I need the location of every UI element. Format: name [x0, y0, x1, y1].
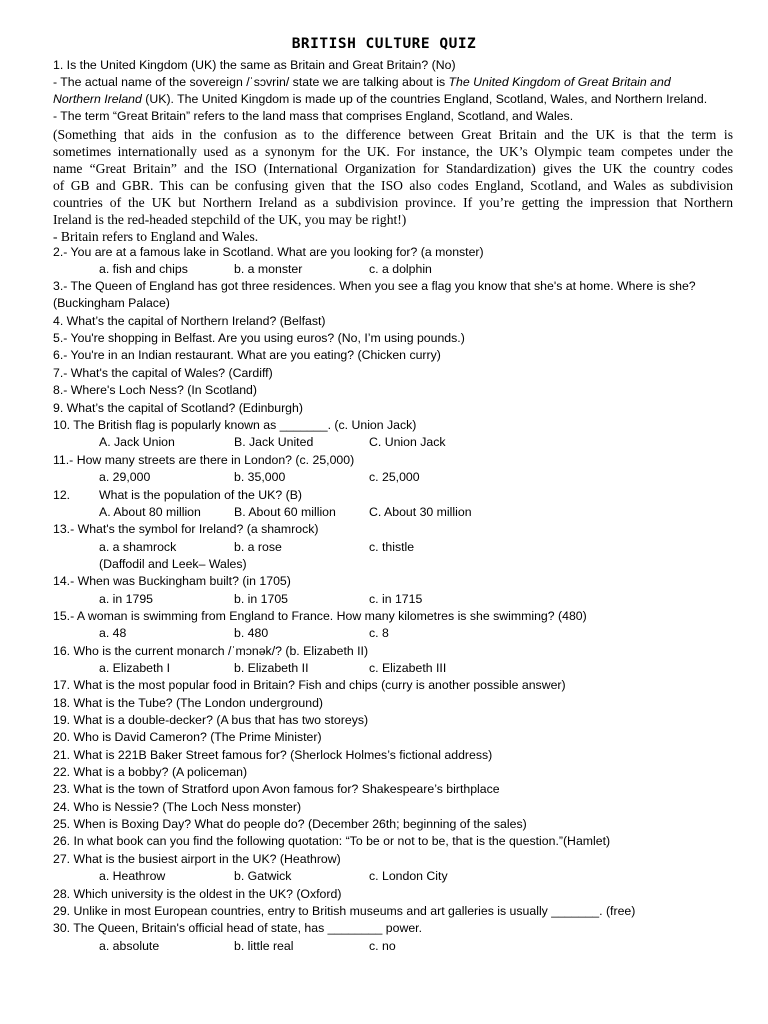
official-name-part-1: The United Kingdom of Great Britain and [448, 75, 671, 89]
q15-option-c: c. 8 [369, 626, 389, 640]
note-line-1: (Something that aids in the confusion as to the difference between Great Britain and the UK is that the term is [53, 127, 733, 142]
q12-option-b: B. About 60 million [234, 505, 336, 519]
q10-option-b: B. Jack United [234, 435, 314, 449]
q27-option-c: c. London City [369, 869, 448, 883]
q11-option-a: a. 29,000 [99, 470, 151, 484]
question-17: 17. What is the most popular food in Britain? Fish and chips (curry is another possible answer) [53, 678, 566, 692]
q13-note: (Daffodil and Leek– Wales) [99, 557, 247, 571]
q10-option-a: A. Jack Union [99, 435, 175, 449]
q27-option-b: b. Gatwick [234, 869, 292, 883]
question-3: 3.- The Queen of England has got three residences. When you see a flag you know that she's at home. Where is she? [53, 279, 696, 293]
q14-option-c: c. in 1715 [369, 592, 423, 606]
question-1: 1. Is the United Kingdom (UK) the same as Britain and Great Britain? (No) [53, 58, 456, 72]
question-22: 22. What is a bobby? (A policeman) [53, 765, 248, 779]
question-28: 28. Which university is the oldest in the UK? (Oxford) [53, 887, 342, 901]
question-12-number: 12. [53, 488, 71, 502]
q14-option-a: a. in 1795 [99, 592, 154, 606]
note-line-3: name “Great Britain” and the ISO (International Organization for Standardization) gives the UK the country codes [53, 161, 733, 176]
question-5: 5.- You're shopping in Belfast. Are you using euros? (No, I’m using pounds.) [53, 331, 465, 345]
note-line-7: - Britain refers to England and Wales. [53, 229, 259, 244]
q14-option-b: b. in 1705 [234, 592, 289, 606]
answer-1-text: - The actual name of the sovereign /ˈsɔvrin/ state we are talking about is [53, 75, 449, 89]
answer-1-line-3: - The term “Great Britain” refers to the land mass that comprises England, Scotland, and Wales. [53, 109, 574, 123]
question-29: 29. Unlike in most European countries, entry to British museums and art galleries is usually _______. (free) [53, 904, 636, 918]
q2-option-b: b. a monster [234, 262, 303, 276]
note-line-6: Ireland is the red-headed stepchild of the UK, you may be right!) [53, 212, 407, 227]
question-4: 4. What’s the capital of Northern Ireland? (Belfast) [53, 314, 326, 328]
q13-option-b: b. a rose [234, 540, 282, 554]
answer-1-text-2: (UK). The United Kingdom is made up of the countries England, Scotland, Wales, and Northern Ireland. [141, 92, 708, 106]
q13-option-c: c. thistle [369, 540, 415, 554]
question-25: 25. When is Boxing Day? What do people do? (December 26th; beginning of the sales) [53, 817, 527, 831]
question-18: 18. What is the Tube? (The London underground) [53, 696, 324, 710]
q12-option-c: C. About 30 million [369, 505, 472, 519]
question-10: 10. The British flag is popularly known as _______. (c. Union Jack) [53, 418, 417, 432]
question-12: What is the population of the UK? (B) [99, 488, 303, 502]
q16-option-c: c. Elizabeth III [369, 661, 447, 675]
question-23: 23. What is the town of Stratford upon Avon famous for? Shakespeare’s birthplace [53, 782, 500, 796]
page-title: BRITISH CULTURE QUIZ [291, 36, 477, 52]
q12-option-a: A. About 80 million [99, 505, 201, 519]
question-15: 15.- A woman is swimming from England to France. How many kilometres is she swimming? (480) [53, 609, 587, 623]
q15-option-a: a. 48 [99, 626, 127, 640]
question-27: 27. What is the busiest airport in the UK? (Heathrow) [53, 852, 341, 866]
q11-option-b: b. 35,000 [234, 470, 286, 484]
question-19: 19. What is a double-decker? (A bus that has two storeys) [53, 713, 369, 727]
question-16: 16. Who is the current monarch /ˈmɔnək/? (b. Elizabeth II) [53, 644, 369, 658]
question-21: 21. What is 221B Baker Street famous for? (Sherlock Holmes’s fictional address) [53, 748, 493, 762]
q10-option-c: C. Union Jack [369, 435, 446, 449]
question-8: 8.- Where's Loch Ness? (In Scotland) [53, 383, 257, 397]
question-9: 9. What’s the capital of Scotland? (Edinburgh) [53, 401, 303, 415]
question-6: 6.- You're in an Indian restaurant. What are you eating? (Chicken curry) [53, 348, 441, 362]
q30-option-c: c. no [369, 939, 396, 953]
q30-option-a: a. absolute [99, 939, 160, 953]
question-3-answer: (Buckingham Palace) [53, 296, 170, 310]
q16-option-a: a. Elizabeth I [99, 661, 171, 675]
q16-option-b: b. Elizabeth II [234, 661, 309, 675]
q13-option-a: a. a shamrock [99, 540, 177, 554]
q27-option-a: a. Heathrow [99, 869, 166, 883]
question-14: 14.- When was Buckingham built? (in 1705) [53, 574, 291, 588]
q2-option-a: a. fish and chips [99, 262, 188, 276]
answer-1-line-2 [53, 91, 707, 108]
answer-1-line-1 [53, 74, 671, 91]
question-11: 11.- How many streets are there in London? (c. 25,000) [53, 453, 355, 467]
note-line-5: countries of the UK but Northern Ireland as a subdivision province. If you’re getting the impression that Northern [53, 195, 733, 210]
q30-option-b: b. little real [234, 939, 294, 953]
question-26: 26. In what book can you find the following quotation: “To be or not to be, that is the question.”(Hamlet) [53, 834, 611, 848]
question-30: 30. The Queen, Britain's official head of state, has ________ power. [53, 921, 423, 935]
note-line-2: sometimes internationally used as a synonym for the UK. For instance, the UK’s Olympic team competes under the [53, 144, 733, 159]
q11-option-c: c. 25,000 [369, 470, 420, 484]
question-2: 2.- You are at a famous lake in Scotland. What are you looking for? (a monster) [53, 245, 484, 259]
question-7: 7.- What's the capital of Wales? (Cardiff) [53, 366, 273, 380]
q2-option-c: c. a dolphin [369, 262, 432, 276]
note-line-4: of GB and GBR. This can be confusing given that the ISO also codes England, Scotland, and Wales as subdivision [53, 178, 733, 193]
question-13: 13.- What's the symbol for Ireland? (a shamrock) [53, 522, 319, 536]
q15-option-b: b. 480 [234, 626, 269, 640]
question-24: 24. Who is Nessie? (The Loch Ness monster) [53, 800, 302, 814]
question-20: 20. Who is David Cameron? (The Prime Minister) [53, 730, 322, 744]
official-name-part-2: Northern Ireland [53, 92, 142, 106]
